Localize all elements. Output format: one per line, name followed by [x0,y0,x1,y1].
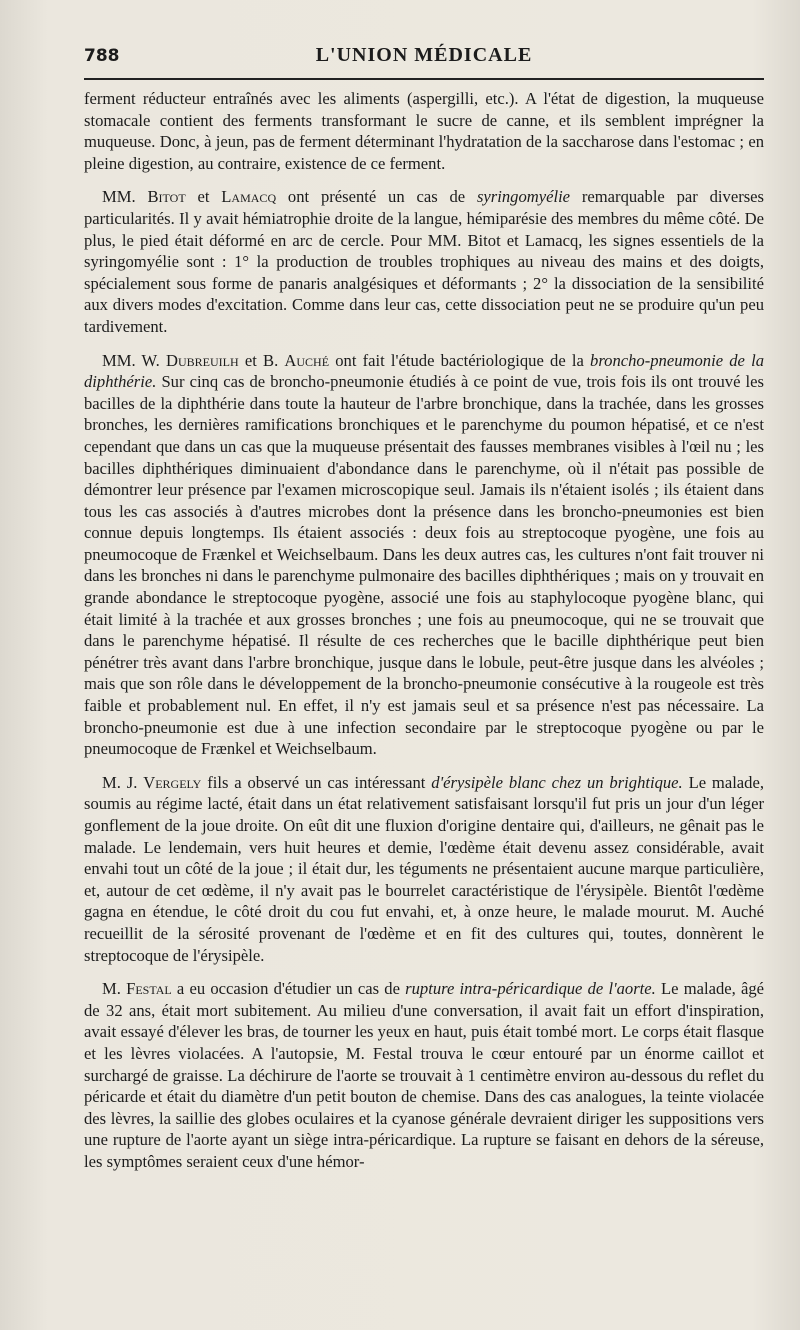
article-body [84,88,764,1173]
paragraph-syringomyelie: MM. Bitot et Lamacq ont présenté un cas de syringomyélie remarquable par diverses particularités. Il y avait hémiatrophie droite de la langue, hémiparésie des membres du même côté. De plus, le pied était déformé en arc de cercle. Pour MM. Bitot et Lamacq, les signes essentiels de la syringomyélie sont : 1° la production de troubles trophiques au niveau des mains et des doigts, spécialement sous forme de panaris analgésiques et déformants ; 2° la dissociation de la sensibilité aux divers modes d'excitation. Comme dans leur cas, cette dissociation peut ne se produire qu'un peu tardivement. [84,187,765,336]
author-name: Lamacq [221,187,277,207]
page-number: 788 [84,46,120,66]
author-name: Dubreuilh [166,350,239,370]
paragraph-broncho-pneumonie: MM. W. Dubreuilh et B. Auché ont fait l'étude bactériologique de la broncho-pneumonie de la diphthérie. Sur cinq cas de broncho-pneumonie étudiés à ce point de vue, trois fois ils ont trouvé les bacilles de la diphthérie dans toute la hauteur de l'arbre bronchique, dans la trachée, dans les grosses bronches, les dernières ramifications bronchiques et le parenchyme du poumon hépatisé, et ce n'est cependant que dans un cas que la muqueuse présentait des fausses membranes visibles à l'œil nu ; les bacilles diphthériques diminuaient d'abondance dans le parenchyme, où il n'était pas possible de démontrer leur présence par l'examen microscopique seul. Jamais ils n'étaient isolés ; ils étaient dans tous les cas associés à d'autres microbes dont la présence dans les broncho-pneumonies est bien connue depuis longtemps. Ils étaient associés : deux fois au streptocoque pyogène, une fois au pneumocoque de Frænkel et Weichselbaum. Dans les deux autres cas, les cultures n'ont fait trouver ni dans les bronches ni dans le parenchyme pulmonaire des bacilles diphthériques ; mais on y trouvait en grande abondance le streptocoque pyogène, associé une fois au staphylocoque pyogène blanc, qui était limité à la trachée et aux grosses bronches ; une fois au pneumocoque, qui ne se trouvait que dans le parenchyme hépatisé. Il résulte de ces recherches que le bacille diphthérique peut bien pénétrer très avant dans l'arbre bronchique, jusque dans le lobule, peut-être jusque dans les alvéoles ; mais que son rôle dans le développement de la broncho-pneumonie consécutive à la rougeole est très faible et probablement nul. En effet, il n'y est jamais seul et sa présence n'est pas nécessaire. La broncho-pneumonie est due à une infection secondaire par le streptocoque pyogène ou par le pneumocoque de Frænkel et Weichselbaum. [84,350,764,759]
topic-title: d'érysipèle blanc chez un brightique. [431,772,683,792]
author-name: Festal [126,979,172,999]
author-name: Bitot [147,187,186,207]
paragraph-ferment: ferment réducteur entraînés avec les aliments (aspergilli, etc.). A l'état de digestion, la muqueuse stomacale contient des ferments transformant le sucre de canne, et ils semblent imprégner la muqueuse. Donc, à jeun, pas de ferment déterminant l'hydratation de la saccharose dans l'estomac ; en pleine digestion, au contraire, existence de ce ferment. [84,89,764,173]
journal-title: L'UNION MÉDICALE [315,44,533,66]
author-name: Auché [284,350,330,370]
topic-title: broncho-pneumonie de la diphthérie. [84,350,764,392]
topic-title: rupture intra-péricardique de l'aorte. [405,979,656,999]
topic-title: syringomyélie [476,187,571,207]
paragraph-rupture-aorte: M. Festal a eu occasion d'étudier un cas de rupture intra-péricardique de l'aorte. Le malade, âgé de 32 ans, était mort subitement. Au milieu d'une conversation, il avait fait un effort d'inspiration, avait essayé d'élever les bras, de tourner les yeux en haut, puis était tombé mort. Le corps était flasque et les lèvres violacées. A l'autopsie, M. Festal trouva le cœur entouré par un énorme caillot et surchargé de graisse. La déchirure de l'aorte se trouvait à 1 centimètre environ au-dessous du reflet du péricarde et était du diamètre d'un petit bouton de chemise. Dans des cas analogues, la teinte violacée des lèvres, la saillie des globes oculaires et la cyanose générale devraient diriger les suppositions vers une rupture de l'aorte ayant un siège intra-péricardique. La rupture se faisant en dehors de la séreuse, les symptômes seraient ceux d'une hémor- [84,979,764,1171]
author-name: Vergely [143,772,202,792]
paragraph-erysipele: M. J. Vergely fils a observé un cas intéressant d'érysipèle blanc chez un brightique. Le malade, soumis au régime lacté, était dans un état relativement satisfaisant lorsqu'il fut pris un jour d'un léger gonflement de la joue droite. On eût dit une fluxion d'origine dentaire qui, d'ailleurs, ne gênait pas le malade. Le lendemain, vers huit heures et demie, l'œdème était devenu assez considérable, avait envahi tout un côté de la joue ; il était dur, les téguments ne présentaient aucune marque particulière, et, autour de cet œdème, il n'y avait pas le bourrelet caractéristique de l'érysipèle. Bientôt l'œdème gagna en étendue, le côté droit du cou fut envahi, et, à onze heure, le malade mourut. M. Auché recueillit de la sérosité provenant de l'œdème et en fit des cultures qui, toutes, donnèrent le streptocoque de l'érysipèle. [84,772,764,965]
running-header [84,44,764,80]
